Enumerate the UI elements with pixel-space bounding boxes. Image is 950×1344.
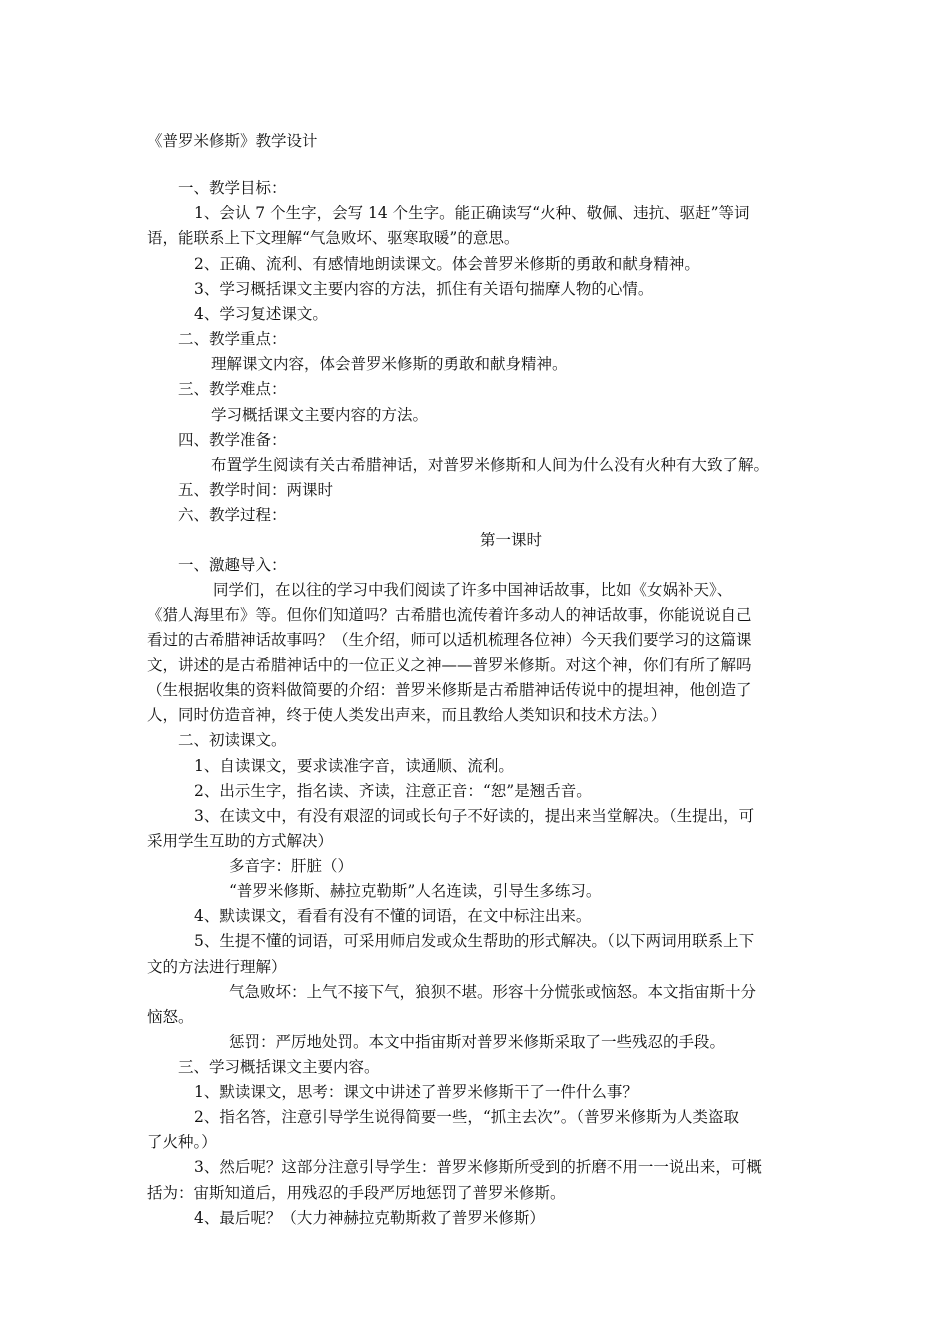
body-line: 同学们，在以往的学习中我们阅读了许多中国神话故事，比如《女娲补天》、 bbox=[213, 581, 733, 599]
body-line: 气急败坏：上气不接下气，狼狈不堪。形容十分慌张或恼怒。本文指宙斯十分 bbox=[229, 983, 757, 1001]
body-line: 3、学习概括课文主要内容的方法，抓住有关语句揣摩人物的心情。 bbox=[194, 280, 654, 298]
body-line: 语，能联系上下文理解“气急败坏、驱寒取暖”的意思。 bbox=[147, 229, 520, 247]
body-line: （生根据收集的资料做简要的介绍：普罗米修斯是古希腊神话传说中的提坦神，他创造了 bbox=[147, 681, 752, 699]
body-line: 一、激趣导入： bbox=[178, 556, 287, 574]
body-line: 三、学习概括课文主要内容。 bbox=[178, 1058, 380, 1076]
body-line: 了火种。） bbox=[147, 1133, 217, 1151]
body-line: 4、默读课文，看看有没有不懂的词语，在文中标注出来。 bbox=[194, 907, 592, 925]
body-line: 恼怒。 bbox=[147, 1008, 194, 1026]
body-line: 一、教学目标： bbox=[178, 179, 287, 197]
body-line: 五、教学时间：两课时 bbox=[178, 481, 334, 499]
body-line: 二、教学重点： bbox=[178, 330, 287, 348]
body-line: 2、出示生字，指名读、齐读，注意正音：“恕”是翘舌音。 bbox=[194, 782, 592, 800]
body-line: 看过的古希腊神话故事吗？（生介绍，师可以适机梳理各位神）今天我们要学习的这篇课 bbox=[147, 631, 752, 649]
body-line: 四、教学准备： bbox=[178, 431, 287, 449]
body-line: 三、教学难点： bbox=[178, 380, 287, 398]
body-line: 2、指名答，注意引导学生说得简要一些，“抓主去次”。（普罗米修斯为人类盗取 bbox=[194, 1108, 739, 1126]
section-heading: 第一课时 bbox=[480, 531, 543, 549]
body-line: 采用学生互助的方式解决） bbox=[147, 832, 334, 850]
body-line: 布置学生阅读有关古希腊神话，对普罗米修斯和人间为什么没有火种有大致了解。 bbox=[211, 456, 770, 474]
body-line: 1、会认 7 个生字，会写 14 个生字。能正确读写“火种、敬佩、违抗、驱赶”等词 bbox=[194, 204, 750, 222]
body-line: 2、正确、流利、有感情地朗读课文。体会普罗米修斯的勇敢和献身精神。 bbox=[194, 255, 700, 273]
document-title: 《普罗米修斯》教学设计 bbox=[147, 132, 318, 150]
body-line: 文，讲述的是古希腊神话中的一位正义之神——普罗米修斯。对这个神，你们有所了解吗 bbox=[147, 656, 752, 674]
body-line: 文的方法进行理解） bbox=[147, 958, 287, 976]
body-line: 《猎人海里布》等。但你们知道吗？古希腊也流传着许多动人的神话故事，你能说说自己 bbox=[147, 606, 752, 624]
body-line: “普罗米修斯、赫拉克勒斯”人名连读，引导生多练习。 bbox=[229, 882, 602, 900]
body-line: 人，同时仿造音神，终于使人类发出声来，而且教给人类知识和技术方法。） bbox=[147, 706, 667, 724]
body-line: 惩罚：严厉地处罚。本文中指宙斯对普罗米修斯采取了一些残忍的手段。 bbox=[229, 1033, 726, 1051]
body-line: 二、初读课文。 bbox=[178, 731, 287, 749]
body-line: 1、默读课文，思考：课文中讲述了普罗米修斯干了一件什么事？ bbox=[194, 1083, 638, 1101]
body-line: 多音字：肝脏（） bbox=[229, 857, 354, 875]
body-line: 1、自读课文，要求读准字音，读通顺、流利。 bbox=[194, 757, 514, 775]
body-line: 学习概括课文主要内容的方法。 bbox=[211, 406, 429, 424]
body-line: 4、学习复述课文。 bbox=[194, 305, 328, 323]
body-line: 3、然后呢？这部分注意引导学生：普罗米修斯所受到的折磨不用一一说出来，可概 bbox=[194, 1158, 762, 1176]
body-line: 理解课文内容，体会普罗米修斯的勇敢和献身精神。 bbox=[211, 355, 568, 373]
body-line: 六、教学过程： bbox=[178, 506, 287, 524]
body-line: 3、在读文中，有没有艰涩的词或长句子不好读的，提出来当堂解决。（生提出，可 bbox=[194, 807, 755, 825]
body-line: 5、生提不懂的词语，可采用师启发或众生帮助的形式解决。（以下两词用联系上下 bbox=[194, 932, 755, 950]
body-line: 括为：宙斯知道后，用残忍的手段严厉地惩罚了普罗米修斯。 bbox=[147, 1184, 566, 1202]
body-line: 4、最后呢？（大力神赫拉克勒斯救了普罗米修斯） bbox=[194, 1209, 545, 1227]
